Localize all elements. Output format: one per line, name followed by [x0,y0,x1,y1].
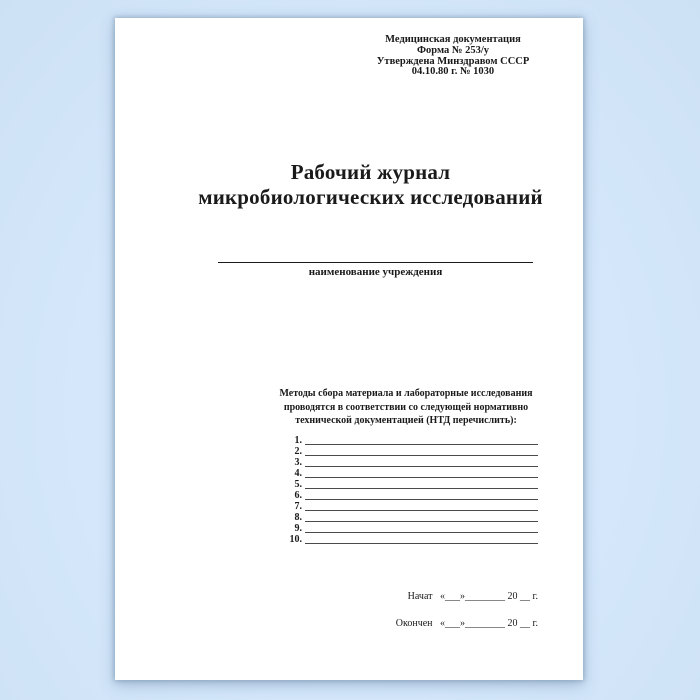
list-item-number: 7. [294,501,302,513]
blank-line [305,523,538,533]
ntd-list-row [286,468,538,479]
org-name-blank-rule [218,262,533,263]
blank-line [305,501,538,511]
paper-sheet [115,18,583,680]
ntd-list-row [286,479,538,490]
blank-line [305,479,538,489]
ntd-list-row [286,534,538,545]
ntd-list-row [286,512,538,523]
blank-line [305,457,538,467]
end-date-label: Окончен [395,618,433,629]
end-date-row [396,618,538,629]
stamp-line-approved-by: Утверждена Минздравом СССР [376,55,530,67]
list-item-number: 5. [294,479,302,491]
journal-title [115,160,626,210]
blank-line [305,468,538,478]
start-date-blank: «___»________ 20 __ г. [440,591,538,602]
end-date-blank: «___»________ 20 __ г. [440,618,538,629]
blank-line [305,490,538,500]
blank-line [305,435,538,445]
ntd-list-row [286,501,538,512]
ntd-list-row [286,435,538,446]
ntd-list-row [286,523,538,534]
blank-line [305,446,538,456]
ntd-list-row [286,457,538,468]
stamp-line-doc-type: Медицинская документация [385,34,521,45]
stamp-line-form-number: Форма № 253/у [417,44,489,56]
list-item-number: 9. [294,523,302,535]
intro-line-3: технической документацией (НТД перечислить): [295,415,517,427]
list-item-number: 6. [294,490,302,502]
stamp-line-order-number: 04.10.80 г. № 1030 [411,66,495,78]
intro-line-2: проводятся в соответствии со следующей нормативно [283,401,529,413]
list-item-number: 2. [294,446,302,458]
intro-line-1: Методы сбора материала и лабораторные исследования [279,388,533,399]
blank-line [305,534,538,544]
ntd-numbered-list [286,435,538,545]
title-line-2: микробиологических исследований [198,185,543,209]
approval-stamp [348,35,558,78]
list-item-number: 8. [294,512,302,524]
ntd-intro-paragraph [271,387,541,428]
ntd-list-row [286,490,538,501]
start-date-row [408,591,538,602]
list-item-number: 1. [294,435,302,446]
blank-line [305,512,538,522]
list-item-number: 10. [289,534,302,546]
org-name-caption: наименование учреждения [308,266,443,278]
ntd-list-row [286,446,538,457]
title-line-1: Рабочий журнал [290,160,451,184]
list-item-number: 4. [294,468,302,480]
start-date-label: Начат [407,591,433,602]
list-item-number: 3. [294,457,302,469]
